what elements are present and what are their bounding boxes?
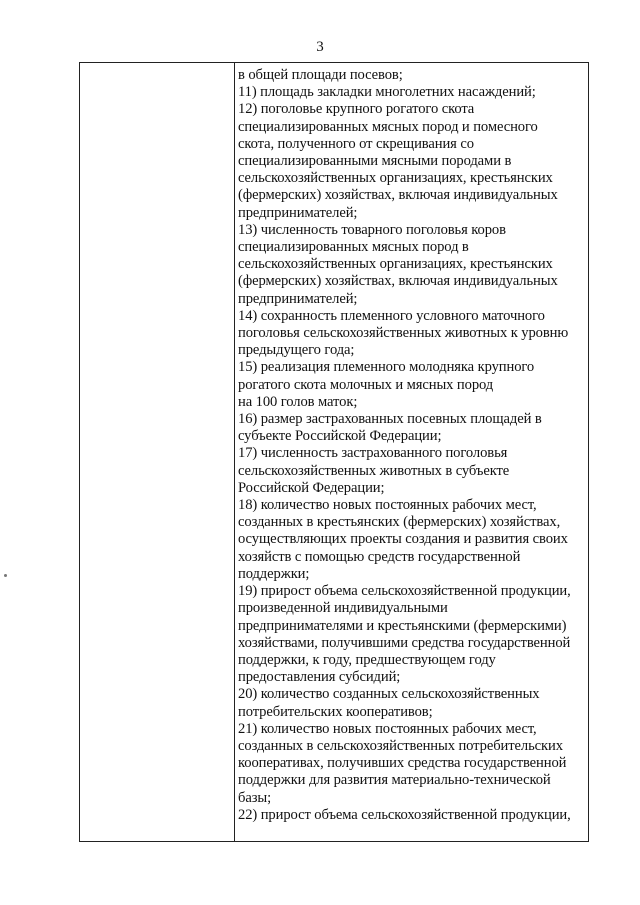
page-number: 3 (316, 39, 324, 55)
table-left-column (80, 63, 235, 841)
text-line: сельскохозяйственных организациях, крестьянских (238, 256, 553, 273)
text-line: рогатого скота молочных и мясных пород (238, 376, 494, 393)
text-line: произведенной индивидуальными (238, 600, 448, 617)
text-line: 16) размер застрахованных посевных площадей в (238, 411, 542, 428)
table-right-column (235, 63, 588, 841)
text-line: 17) численность застрахованного поголовья (238, 445, 508, 462)
text-line: потребительских кооперативов; (238, 703, 433, 720)
text-line: предпринимателями и крестьянскими (фермерскими) (238, 617, 567, 634)
text-line: базы; (238, 789, 272, 806)
text-line: предыдущего года; (238, 342, 355, 359)
text-line: поддержки для развития материально-технической (238, 772, 551, 789)
text-line: кооперативах, получивших средства государственной (238, 755, 567, 772)
text-line: 12) поголовье крупного рогатого скота (238, 101, 475, 118)
text-line: (фермерских) хозяйствах, включая индивидуальных (238, 187, 558, 204)
text-line: хозяйств с помощью средств государственной (238, 548, 521, 565)
text-line: созданных в сельскохозяйственных потребительских (238, 737, 563, 754)
text-line: 22) прирост объема сельскохозяйственной продукции, (238, 806, 571, 823)
text-line: созданных в крестьянских (фермерских) хозяйствах, (238, 514, 561, 531)
text-line: специализированными мясными породами в (238, 153, 512, 170)
text-line: 15) реализация племенного молодняка крупного (238, 359, 535, 376)
text-line: 14) сохранность племенного условного маточного (238, 307, 545, 324)
text-line: скота, полученного от скрещивания со (238, 135, 474, 152)
text-line: специализированных мясных пород и помесного (238, 118, 538, 135)
text-line: 11) площадь закладки многолетних насаждений; (238, 84, 536, 101)
text-line: сельскохозяйственных организациях, крестьянских (238, 170, 553, 187)
text-line: осуществляющих проекты создания и развития своих (238, 531, 568, 548)
text-line: поддержки; (238, 565, 310, 582)
text-line: 19) прирост объема сельскохозяйственной продукции, (238, 583, 571, 600)
text-line: хозяйствами, получившими средства государственной (238, 634, 571, 651)
text-line: предпринимателей; (238, 204, 358, 221)
text-line: специализированных мясных пород в (238, 239, 469, 256)
text-line: поддержки, к году, предшествующем году (238, 651, 496, 668)
text-line: предпринимателей; (238, 290, 358, 307)
text-line: 21) количество новых постоянных рабочих мест, (238, 720, 537, 737)
text-line: 13) численность товарного поголовья коров (238, 221, 506, 238)
text-line: в общей площади посевов; (238, 67, 403, 83)
text-line: на 100 голов маток; (238, 393, 358, 410)
text-line: поголовья сельскохозяйственных животных к уровню (238, 325, 569, 342)
document-table (79, 62, 589, 842)
text-line: Российской Федерации; (238, 479, 385, 496)
text-line: (фермерских) хозяйствах, включая индивидуальных (238, 273, 558, 290)
text-line: субъекте Российской Федерации; (238, 428, 442, 445)
text-line: 18) количество новых постоянных рабочих мест, (238, 497, 537, 514)
text-line: сельскохозяйственных животных в субъекте (238, 462, 510, 479)
text-line: 20) количество созданных сельскохозяйственных (238, 686, 540, 703)
text-line: предоставления субсидий; (238, 669, 401, 686)
scan-margin-mark (4, 574, 7, 577)
